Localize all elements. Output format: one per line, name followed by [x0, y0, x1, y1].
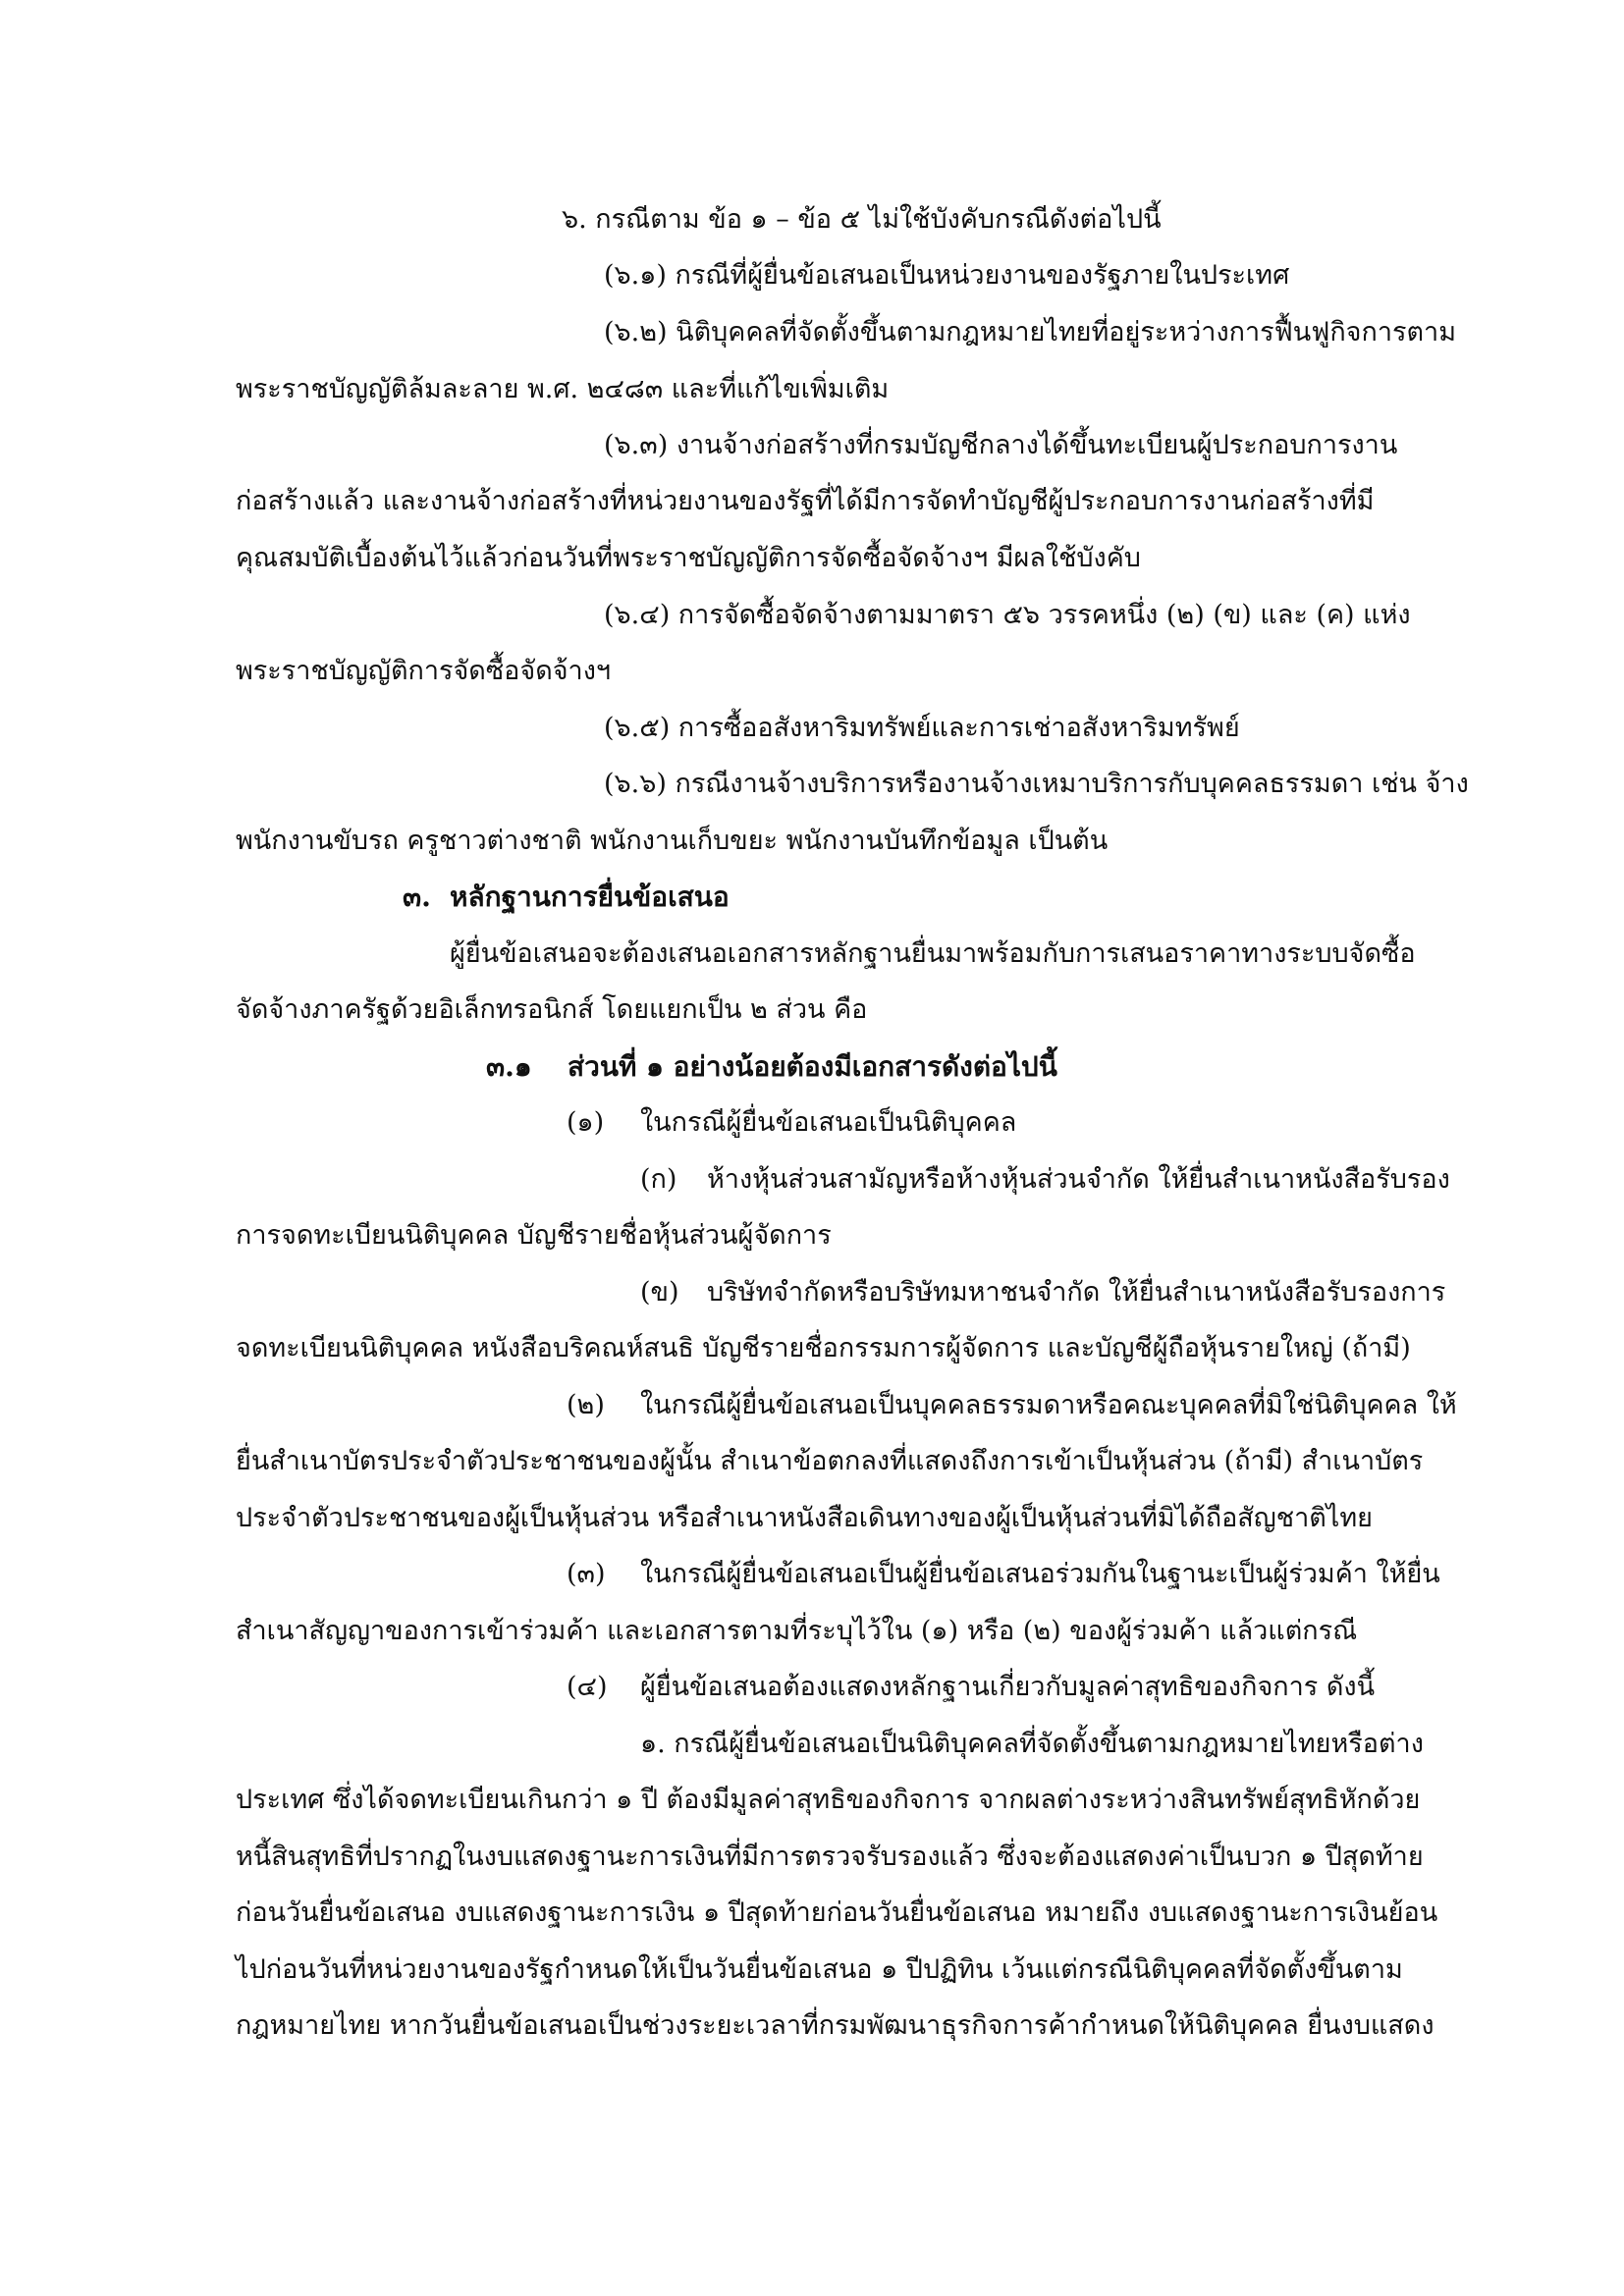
paragraph-line: ผู้ยื่นข้อเสนอจะต้องเสนอเอกสารหลักฐานยื่นมาพร้อมกับการเสนอราคาทางระบบจัดซื้อ: [450, 938, 1416, 969]
paragraph-line: พระราชบัญญัติล้มละลาย พ.ศ. ๒๔๘๓ และที่แก้ไขเพิ่มเติม: [236, 374, 890, 404]
paragraph-line: พนักงานขับรถ ครูชาวต่างชาติ พนักงานเก็บขยะ พนักงานบันทึกข้อมูล เป็นต้น: [236, 826, 1109, 856]
paragraph-line: (๖.๔) การจัดซื้อจัดจ้างตามมาตรา ๕๖ วรรคหนึ่ง (๒) (ข) และ (ค) แห่ง: [604, 600, 1411, 630]
paragraph-line: ก่อสร้างแล้ว และงานจ้างก่อสร้างที่หน่วยงานของรัฐที่ได้มีการจัดทำบัญชีผู้ประกอบการงานก่อสร้างที่มี: [236, 486, 1375, 516]
item-number: (๒): [567, 1390, 605, 1420]
item-number: (๔): [567, 1672, 608, 1702]
paragraph-line: ผู้ยื่นข้อเสนอต้องแสดงหลักฐานเกี่ยวกับมูลค่าสุทธิของกิจการ ดังนี้: [640, 1672, 1376, 1702]
paragraph-line: บริษัทจำกัดหรือบริษัทมหาชนจำกัด ให้ยื่นสำเนาหนังสือรับรองการ: [707, 1277, 1446, 1308]
item-number: (๓): [567, 1559, 606, 1589]
paragraph-line: ในกรณีผู้ยื่นข้อเสนอเป็นผู้ยื่นข้อเสนอร่วมกันในฐานะเป็นผู้ร่วมค้า ให้ยื่น: [640, 1559, 1440, 1589]
paragraph-line: (๖.๒) นิติบุคคลที่จัดตั้งขึ้นตามกฎหมายไทยที่อยู่ระหว่างการฟื้นฟูกิจการตาม: [604, 317, 1457, 347]
paragraph-line: (๖.๖) กรณีงานจ้างบริการหรืองานจ้างเหมาบริการกับบุคคลธรรมดา เช่น จ้าง: [604, 769, 1469, 799]
paragraph-line: ยื่นสำเนาบัตรประจำตัวประชาชนของผู้นั้น สำเนาข้อตกลงที่แสดงถึงการเข้าเป็นหุ้นส่วน (ถ้ามี) สำเนาบัตร: [236, 1446, 1424, 1476]
paragraph-line: ๑. กรณีผู้ยื่นข้อเสนอเป็นนิติบุคคลที่จัดตั้งขึ้นตามกฎหมายไทยหรือต่าง: [640, 1729, 1424, 1759]
paragraph-line: ในกรณีผู้ยื่นข้อเสนอเป็นนิติบุคคล: [640, 1107, 1017, 1138]
item-number: (ก): [640, 1164, 677, 1195]
paragraph-line: กฎหมายไทย หากวันยื่นข้อเสนอเป็นช่วงระยะเวลาที่กรมพัฒนาธุรกิจการค้ากำหนดให้นิติบุคคล ยื่นงบแสดง: [236, 2010, 1435, 2041]
subsection-number: ๓.๑: [486, 1050, 532, 1083]
paragraph-line: ประเทศ ซึ่งได้จดทะเบียนเกินกว่า ๑ ปี ต้องมีมูลค่าสุทธิของกิจการ จากผลต่างระหว่างสินทรัพย์สุทธิหักด้วย: [236, 1785, 1421, 1815]
paragraph-line: จัดจ้างภาครัฐด้วยอิเล็กทรอนิกส์ โดยแยกเป็น ๒ ส่วน คือ: [236, 994, 868, 1025]
paragraph-line: (๖.๓) งานจ้างก่อสร้างที่กรมบัญชีกลางได้ขึ้นทะเบียนผู้ประกอบการงาน: [604, 430, 1398, 460]
section-number: ๓.: [403, 881, 431, 913]
paragraph-line: การจดทะเบียนนิติบุคคล บัญชีรายชื่อหุ้นส่วนผู้จัดการ: [236, 1220, 832, 1251]
section-heading: หลักฐานการยื่นข้อเสนอ: [450, 881, 730, 913]
paragraph-line: ประจำตัวประชาชนของผู้เป็นหุ้นส่วน หรือสำเนาหนังสือเดินทางของผู้เป็นหุ้นส่วนที่มิได้ถือสัญชาติไทย: [236, 1503, 1373, 1533]
paragraph-line: หนี้สินสุทธิที่ปรากฏในงบแสดงฐานะการเงินที่มีการตรวจรับรองแล้ว ซึ่งจะต้องแสดงค่าเป็นบวก ๑ ปีสุดท้าย: [236, 1842, 1424, 1872]
item-number: (ข): [640, 1277, 679, 1308]
paragraph-line: ๖. กรณีตาม ข้อ ๑ – ข้อ ๕ ไม่ใช้บังคับกรณีดังต่อไปนี้: [562, 204, 1162, 235]
paragraph-line: จดทะเบียนนิติบุคคล หนังสือบริคณห์สนธิ บัญชีรายชื่อกรรมการผู้จัดการ และบัญชีผู้ถือหุ้นรายใหญ่ (ถ้ามี): [236, 1333, 1411, 1363]
paragraph-line: พระราชบัญญัติการจัดซื้อจัดจ้างฯ: [236, 656, 612, 686]
paragraph-line: ในกรณีผู้ยื่นข้อเสนอเป็นบุคคลธรรมดาหรือคณะบุคคลที่มิใช่นิติบุคคล ให้: [640, 1390, 1457, 1420]
paragraph-line: สำเนาสัญญาของการเข้าร่วมค้า และเอกสารตามที่ระบุไว้ใน (๑) หรือ (๒) ของผู้ร่วมค้า แล้วแต่กรณี: [236, 1616, 1358, 1646]
paragraph-line: คุณสมบัติเบื้องต้นไว้แล้วก่อนวันที่พระราชบัญญัติการจัดซื้อจัดจ้างฯ มีผลใช้บังคับ: [236, 543, 1141, 573]
paragraph-line: (๖.๕) การซื้ออสังหาริมทรัพย์และการเช่าอสังหาริมทรัพย์: [604, 713, 1240, 743]
paragraph-line: (๖.๑) กรณีที่ผู้ยื่นข้อเสนอเป็นหน่วยงานของรัฐภายในประเทศ: [604, 260, 1290, 291]
item-number: (๑): [567, 1107, 605, 1138]
subsection-heading: ส่วนที่ ๑ อย่างน้อยต้องมีเอกสารดังต่อไปนี้: [568, 1050, 1057, 1083]
paragraph-line: ไปก่อนวันที่หน่วยงานของรัฐกำหนดให้เป็นวันยื่นข้อเสนอ ๑ ปีปฏิทิน เว้นแต่กรณีนิติบุคคลที่จัดตั้งขึ้นตาม: [236, 1954, 1403, 1985]
paragraph-line: ก่อนวันยื่นข้อเสนอ งบแสดงฐานะการเงิน ๑ ปีสุดท้ายก่อนวันยื่นข้อเสนอ หมายถึง งบแสดงฐานะการเงินย้อน: [236, 1897, 1438, 1928]
paragraph-line: ห้างหุ้นส่วนสามัญหรือห้างหุ้นส่วนจำกัด ให้ยื่นสำเนาหนังสือรับรอง: [707, 1164, 1450, 1195]
